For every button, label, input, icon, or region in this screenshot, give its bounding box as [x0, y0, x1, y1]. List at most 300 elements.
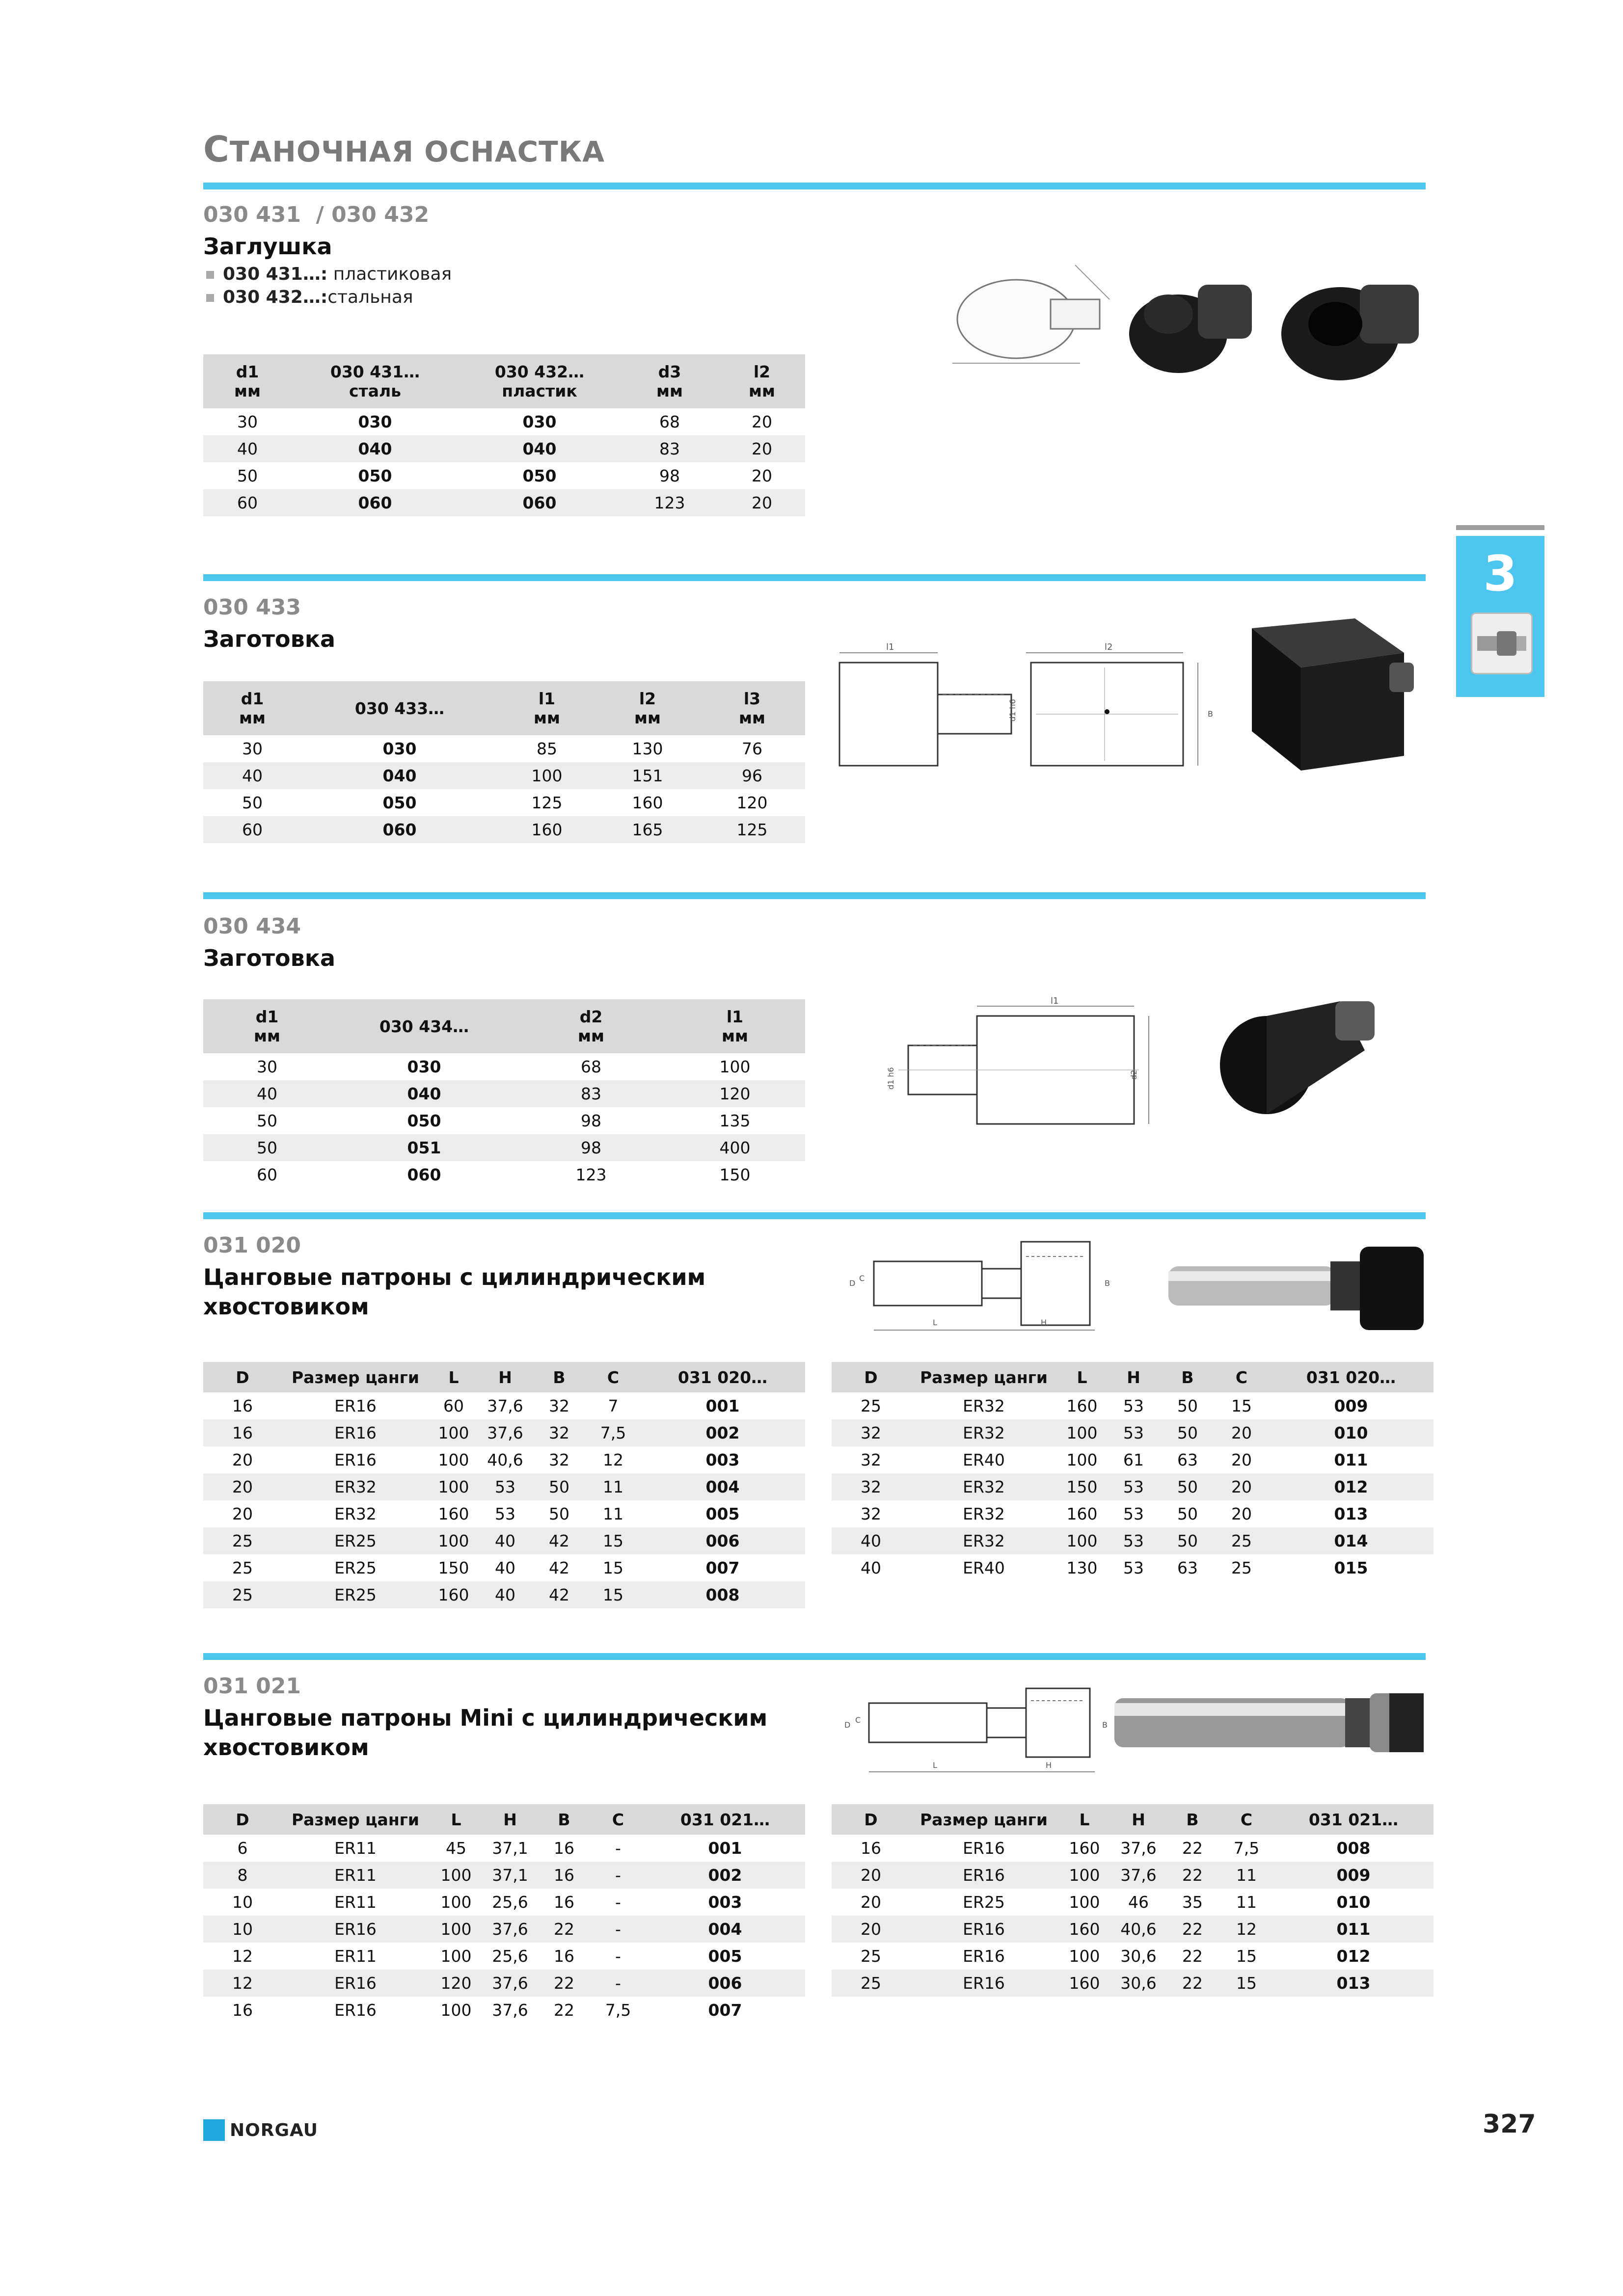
table-cell: 11: [586, 1473, 640, 1500]
end-cap-drawing: [933, 236, 1119, 383]
table-cell: -: [615, 1947, 621, 1966]
table-cell: 60: [443, 1396, 464, 1415]
section-2-table: [203, 681, 805, 843]
end-cap-steel-photo: [1276, 265, 1434, 388]
table-cell: 25: [1215, 1527, 1269, 1554]
dim-b: B: [1208, 709, 1213, 719]
table-cell: 100: [429, 1419, 478, 1446]
table-cell: 37,1: [483, 1862, 537, 1889]
dim-d: D: [849, 1279, 856, 1288]
table-cell: 15: [1231, 1396, 1252, 1415]
table-cell: 20: [1231, 1450, 1252, 1469]
table-cell: 53: [478, 1473, 532, 1500]
table-row: [203, 1419, 805, 1446]
table-cell: 22: [1182, 1839, 1203, 1858]
table-row: [832, 1943, 1434, 1970]
table-cell: 15: [1219, 1970, 1273, 1997]
table-cell: 12: [1219, 1916, 1273, 1943]
table-cell: 42: [532, 1527, 586, 1554]
table-cell: 006: [640, 1527, 805, 1554]
table-cell: 40,6: [1111, 1916, 1165, 1943]
table-cell: 130: [1066, 1558, 1098, 1577]
table-row: [832, 1916, 1434, 1943]
table-cell: ER32: [910, 1527, 1057, 1554]
table-row: [832, 1970, 1434, 1997]
header-d1: d1 мм: [203, 354, 292, 408]
table-row: [832, 1446, 1434, 1473]
section-4-title-line-1: Цанговые патроны с цилиндрическим: [203, 1264, 706, 1290]
table-cell: 15: [586, 1527, 640, 1554]
table-cell: 009: [1273, 1862, 1434, 1889]
table-cell: 50: [1161, 1527, 1215, 1554]
table-row: [203, 1889, 805, 1916]
table-cell: 20: [1215, 1419, 1269, 1446]
table-cell: ER16: [282, 1419, 429, 1446]
table-cell: 10: [203, 1916, 282, 1943]
table-cell: 46: [1128, 1893, 1149, 1912]
dim-l: L: [933, 1761, 937, 1770]
header-l2: l2 мм: [719, 354, 805, 408]
dim-d: D: [844, 1720, 851, 1730]
table-cell: 45: [446, 1839, 466, 1858]
table-cell: 25: [861, 1947, 881, 1966]
table-cell: ER16: [282, 1970, 429, 1997]
table-cell: 32: [549, 1450, 569, 1469]
collet-chuck-icon: [1471, 613, 1533, 674]
table-cell: 160: [1066, 1396, 1098, 1415]
mini-collet-chuck-drawing: [830, 1674, 1134, 1787]
table-row: 40 040 100 151 96: [203, 762, 805, 789]
table-cell: 012: [1269, 1473, 1434, 1500]
table-cell: 011: [1334, 1450, 1368, 1469]
table-cell: 100: [440, 1893, 472, 1912]
dim-b: B: [1105, 1279, 1110, 1288]
table-cell: 100: [429, 1473, 478, 1500]
table-cell: 100: [1057, 1419, 1107, 1446]
table-cell: 10: [232, 1893, 253, 1912]
blank-030434-drawing: [869, 996, 1163, 1134]
table-row: 50 050 98 135: [257, 1111, 751, 1130]
table-cell: 20: [232, 1450, 253, 1469]
table-cell: 25,6: [492, 1893, 528, 1912]
section-5-rule: [203, 1653, 1426, 1660]
table-cell: 015: [1334, 1558, 1368, 1577]
table-cell: 20: [832, 1862, 910, 1889]
dim-c: C: [855, 1715, 861, 1725]
table-cell: 50: [1161, 1419, 1215, 1446]
table-row: [203, 1473, 805, 1500]
collet-chuck-drawing: [830, 1227, 1144, 1345]
section-2-title: Заготовка: [203, 626, 335, 652]
table-cell: ER16: [282, 1916, 429, 1943]
table-cell: 002: [645, 1862, 805, 1889]
table-cell: 160: [1057, 1916, 1111, 1943]
table-cell: 25: [232, 1558, 253, 1577]
table-cell: 22: [537, 1916, 591, 1943]
table-cell: ER32: [910, 1419, 1057, 1446]
table-cell: 16: [232, 1396, 253, 1415]
table-row: [832, 1392, 1434, 1419]
table-cell: 53: [1123, 1558, 1144, 1577]
table-cell: 013: [1273, 1970, 1434, 1997]
table-cell: 010: [1269, 1419, 1434, 1446]
table-cell: ER11: [334, 1893, 377, 1912]
table-cell: 53: [1123, 1504, 1144, 1523]
section-4-table-right: D Размер цанги L H B C 031 020… 25 ER32 160 53 50 15 009 32 ER32 100 53 50 20 010 32 ER40 100 61 63 20 011 32 ER32 150 53 50 20 012 32 ER32 160 53 50 20 013 40 ER32 100 53 50 25 014 40 ER40 130 53 63 25 015: [832, 1362, 1434, 1581]
section-3-code: 030 434: [203, 914, 301, 939]
table-row: [203, 1970, 805, 1997]
blank-030433-photo: [1242, 614, 1419, 780]
table-cell: 6: [237, 1839, 248, 1858]
section-2-code: 030 433: [203, 595, 301, 620]
blank-030434-photo: [1213, 982, 1389, 1119]
header-d1: d1 мм: [203, 999, 331, 1053]
table-cell: 53: [1123, 1396, 1144, 1415]
table-cell: 11: [1219, 1862, 1273, 1889]
table-cell: ER32: [963, 1396, 1005, 1415]
table-cell: 20: [1215, 1473, 1269, 1500]
table-cell: 008: [1336, 1839, 1371, 1858]
table-cell: 40: [478, 1527, 532, 1554]
section-5-title-line-1: Цанговые патроны Mini с цилиндрическим: [203, 1705, 768, 1731]
table-cell: 12: [603, 1450, 623, 1469]
table-cell: ER16: [910, 1862, 1057, 1889]
table-cell: 63: [1177, 1558, 1198, 1577]
table-row: [203, 1392, 805, 1419]
table-cell: 009: [1334, 1396, 1368, 1415]
title-rule: [203, 183, 1426, 189]
table-cell: 150: [1057, 1473, 1107, 1500]
section-3-table: [203, 999, 805, 1188]
dim-l2: l2: [1105, 642, 1113, 652]
header-d2: d2 мм: [517, 999, 665, 1053]
table-cell: 20: [832, 1916, 910, 1943]
table-row: 30 030 030 68 20: [237, 412, 772, 431]
table-cell: 15: [603, 1558, 623, 1577]
dim-h: H: [1046, 1761, 1052, 1770]
section-4-rule: [203, 1212, 1426, 1219]
table-cell: 100: [429, 1527, 478, 1554]
table-cell: 53: [1107, 1419, 1161, 1446]
table-cell: 22: [1182, 1947, 1203, 1966]
table-cell: ER32: [282, 1473, 429, 1500]
table-cell: -: [591, 1970, 645, 1997]
table-cell: 16: [232, 2001, 253, 2020]
table-cell: 12: [203, 1970, 282, 1997]
table-row: [203, 1554, 805, 1581]
table-cell: 005: [705, 1504, 740, 1523]
table-cell: 001: [708, 1839, 742, 1858]
table-cell: 25: [203, 1581, 282, 1608]
table-cell: 53: [1107, 1473, 1161, 1500]
section-2-rule: [203, 574, 1426, 581]
table-row: [832, 1527, 1434, 1554]
table-row: 30 030 85 130 76: [242, 739, 762, 758]
table-cell: 32: [832, 1473, 910, 1500]
header-030433: 030 433…: [301, 681, 498, 735]
blank-030433-drawing: [830, 638, 1222, 775]
header-d1: d1 мм: [203, 681, 301, 735]
table-cell: 004: [645, 1916, 805, 1943]
table-cell: 30,6: [1120, 1947, 1157, 1966]
table-cell: ER40: [963, 1450, 1005, 1469]
table-cell: 37,1: [492, 1839, 528, 1858]
table-cell: 40,6: [487, 1450, 523, 1469]
table-cell: ER16: [910, 1970, 1057, 1997]
table-cell: 100: [440, 1947, 472, 1966]
table-row: [203, 1997, 805, 2024]
dim-h: H: [1041, 1318, 1047, 1327]
table-cell: ER16: [963, 1947, 1005, 1966]
table-cell: ER25: [334, 1558, 377, 1577]
table-cell: 25: [1231, 1558, 1252, 1577]
table-cell: ER40: [963, 1558, 1005, 1577]
header-030432: 030 432… пластик: [459, 354, 621, 408]
table-cell: 15: [1236, 1947, 1257, 1966]
table-cell: 010: [1336, 1893, 1371, 1912]
chapter-tab[interactable]: [1456, 525, 1544, 697]
dim-l1: l1: [886, 642, 894, 652]
table-cell: -: [591, 1862, 645, 1889]
table-cell: 013: [1334, 1504, 1368, 1523]
table-row: [203, 1581, 805, 1608]
table-cell: 25,6: [492, 1947, 528, 1966]
table-cell: 160: [438, 1504, 469, 1523]
table-cell: 014: [1269, 1527, 1434, 1554]
table-row: [832, 1419, 1434, 1446]
table-cell: 005: [708, 1947, 742, 1966]
table-cell: 63: [1177, 1450, 1198, 1469]
table-cell: 22: [554, 2001, 574, 2020]
section-5-table-left: D Размер цанги L H B C 031 021… 6 ER11 45 37,1 16 - 001 8 ER11 100 37,1 16 - 002 10 ER11 100 25,6 16 - 003 10 ER16 100 37,6 22 - 004 12 ER11 100 25,6 16 - 005 12 ER16 120 37,6 22 - 006 16 ER16 100 37,6 22 7,5 007: [203, 1804, 805, 2024]
table-cell: ER32: [334, 1504, 377, 1523]
table-cell: 7: [608, 1396, 619, 1415]
section-4-title-line-2: хвостовиком: [203, 1293, 369, 1320]
dim-c: C: [859, 1274, 865, 1283]
table-row: 50 050 050 98 20: [237, 466, 772, 485]
section-3-title: Заготовка: [203, 945, 335, 971]
table-cell: ER16: [334, 2001, 377, 2020]
dim-l1: l1: [1051, 996, 1059, 1006]
header-l2: l2 мм: [596, 681, 699, 735]
header-l1: l1 мм: [665, 999, 805, 1053]
table-cell: -: [615, 1893, 621, 1912]
table-cell: 100: [1057, 1527, 1107, 1554]
table-cell: 150: [438, 1558, 469, 1577]
table-cell: 50: [1177, 1396, 1198, 1415]
table-row: 60 060 060 123 20: [203, 489, 805, 516]
table-row: 40 040 040 83 20: [203, 435, 805, 462]
table-row: 60 060 160 165 125: [203, 816, 805, 843]
table-row: [203, 1527, 805, 1554]
mini-collet-chuck-photo: [1114, 1683, 1429, 1762]
table-cell: 12: [232, 1947, 253, 1966]
table-row: 50 050 125 160 120: [242, 793, 768, 812]
table-cell: 11: [603, 1504, 623, 1523]
table-cell: 001: [705, 1396, 740, 1415]
table-cell: 8: [203, 1862, 282, 1889]
table-cell: 32: [832, 1419, 910, 1446]
section-4-table-left: D Размер цанги L H B C 031 020… 16 ER16 60 37,6 32 7 001 16 ER16 100 37,6 32 7,5 002 20 ER16 100 40,6 32 12 003 20 ER32 100 53 50 11 004 20 ER32 160 53 50 11 005 25 ER25 100 40 42 15 006 25 ER25 150 40 42 15 007 25 ER25 160 40 42 15 008: [203, 1362, 805, 1608]
table-cell: 32: [861, 1504, 881, 1523]
table-cell: 002: [640, 1419, 805, 1446]
table-cell: 004: [640, 1473, 805, 1500]
chapter-number: 3: [1483, 545, 1517, 602]
table-cell: 20: [203, 1473, 282, 1500]
table-cell: 100: [1069, 1947, 1100, 1966]
table-cell: 100: [429, 1862, 483, 1889]
collet-chuck-photo: [1168, 1237, 1434, 1345]
table-row: 50 051 98 400: [203, 1134, 805, 1161]
header-030434: 030 434…: [331, 999, 517, 1053]
table-row: [203, 1862, 805, 1889]
table-cell: 37,6: [492, 2001, 528, 2020]
table-cell: 160: [1066, 1504, 1098, 1523]
table-cell: 37,6: [1120, 1839, 1157, 1858]
table-cell: ER16: [334, 1450, 377, 1469]
header-l3: l3 мм: [699, 681, 805, 735]
table-cell: 100: [1057, 1862, 1111, 1889]
table-cell: 40: [495, 1558, 515, 1577]
section-5-table-right: D Размер цанги L H B C 031 021… 16 ER16 160 37,6 22 7,5 008 20 ER16 100 37,6 22 11 009 20 ER25 100 46 35 11 010 20 ER16 160 40,6 22 12 011 25 ER16 100 30,6 22 15 012 25 ER16 160 30,6 22 15 013: [832, 1804, 1434, 1997]
section-1-codes: 030 431 / 030 432: [203, 202, 430, 227]
table-cell: ER32: [963, 1504, 1005, 1523]
table-cell: 20: [232, 1504, 253, 1523]
table-row: [203, 1943, 805, 1970]
table-cell: ER16: [910, 1916, 1057, 1943]
table-row: [832, 1889, 1434, 1916]
table-cell: ER11: [334, 1839, 377, 1858]
table-cell: 22: [1165, 1862, 1219, 1889]
table-cell: 25: [861, 1396, 881, 1415]
table-row: 40 040 83 120: [203, 1080, 805, 1107]
table-cell: 25: [203, 1527, 282, 1554]
table-cell: ER11: [282, 1862, 429, 1889]
table-cell: 012: [1336, 1947, 1371, 1966]
table-cell: 37,6: [487, 1396, 523, 1415]
header-030431: 030 431… сталь: [292, 354, 459, 408]
table-row: [832, 1554, 1434, 1581]
table-cell: 40: [832, 1527, 910, 1554]
header-l1: l1 мм: [498, 681, 596, 735]
table-cell: 008: [640, 1581, 805, 1608]
table-row: [832, 1473, 1434, 1500]
table-cell: 32: [549, 1396, 569, 1415]
table-row: [832, 1500, 1434, 1527]
header-d3: d3 мм: [621, 354, 719, 408]
table-cell: 37,6: [483, 1916, 537, 1943]
table-cell: ER25: [282, 1527, 429, 1554]
table-cell: 37,6: [483, 1970, 537, 1997]
section-3-rule: [203, 892, 1426, 899]
table-row: [203, 1835, 805, 1862]
table-cell: 003: [708, 1893, 742, 1912]
table-cell: 61: [1123, 1450, 1144, 1469]
section-1-bullet-2: 030 432…:стальная: [206, 287, 413, 307]
table-cell: 22: [1165, 1970, 1219, 1997]
table-cell: 16: [554, 1947, 574, 1966]
table-cell: 16: [537, 1862, 591, 1889]
table-cell: ER11: [334, 1947, 377, 1966]
table-cell: 50: [1177, 1504, 1198, 1523]
section-4-code: 031 020: [203, 1233, 301, 1258]
section-1-table: [203, 354, 805, 516]
dim-l: L: [933, 1318, 937, 1327]
table-cell: ER25: [282, 1581, 429, 1608]
table-cell: 003: [705, 1450, 740, 1469]
table-cell: 37,6: [1111, 1862, 1165, 1889]
table-cell: 35: [1182, 1893, 1203, 1912]
table-cell: 50: [532, 1473, 586, 1500]
table-cell: 20: [861, 1893, 881, 1912]
table-cell: 32: [861, 1450, 881, 1469]
table-row: [832, 1862, 1434, 1889]
dim-d1: d1 h6: [1008, 699, 1017, 721]
table-cell: 011: [1273, 1916, 1434, 1943]
table-cell: 7,5: [1233, 1839, 1260, 1858]
table-cell: 50: [1161, 1473, 1215, 1500]
table-row: [203, 1916, 805, 1943]
table-cell: -: [591, 1916, 645, 1943]
brand-square-icon: [203, 2119, 225, 2141]
dim-d1: d1 h6: [886, 1067, 895, 1090]
table-cell: 16: [554, 1893, 574, 1912]
table-cell: 160: [429, 1581, 478, 1608]
table-cell: 16: [554, 1839, 574, 1858]
table-cell: ER25: [963, 1893, 1005, 1912]
table-row: 60 060 123 150: [257, 1165, 751, 1184]
table-row: 30 030 68 100: [257, 1057, 751, 1076]
table-row: [203, 1446, 805, 1473]
table-cell: 15: [586, 1581, 640, 1608]
end-cap-plastic-photo: [1124, 265, 1271, 378]
table-cell: ER32: [910, 1473, 1057, 1500]
dim-b: B: [1102, 1720, 1108, 1730]
dim-d2: d2: [1129, 1069, 1138, 1080]
table-cell: 50: [549, 1504, 569, 1523]
table-cell: 37,6: [478, 1419, 532, 1446]
table-cell: 160: [1069, 1839, 1100, 1858]
table-cell: 22: [537, 1970, 591, 1997]
table-row: [832, 1835, 1434, 1862]
section-1-bullet-1: 030 431…: пластиковая: [206, 264, 452, 284]
table-cell: 16: [861, 1839, 881, 1858]
table-row: [203, 1500, 805, 1527]
table-cell: 30,6: [1111, 1970, 1165, 1997]
table-cell: 007: [708, 2001, 742, 2020]
table-cell: 100: [429, 1916, 483, 1943]
table-cell: 42: [532, 1581, 586, 1608]
table-cell: 40: [478, 1581, 532, 1608]
table-cell: 16: [203, 1419, 282, 1446]
brand-logo[interactable]: NORGAU: [203, 2119, 318, 2141]
table-cell: 100: [438, 1450, 469, 1469]
table-cell: 32: [532, 1419, 586, 1446]
table-cell: ER16: [963, 1839, 1005, 1858]
section-1-title: Заглушка: [203, 233, 332, 260]
table-cell: 25: [832, 1970, 910, 1997]
table-cell: 20: [1231, 1504, 1252, 1523]
table-cell: 160: [1057, 1970, 1111, 1997]
table-cell: 100: [1069, 1893, 1100, 1912]
table-cell: ER16: [334, 1396, 377, 1415]
table-cell: 40: [861, 1558, 881, 1577]
table-cell: 42: [549, 1558, 569, 1577]
table-cell: 006: [645, 1970, 805, 1997]
section-5-code: 031 021: [203, 1674, 301, 1699]
table-cell: 100: [440, 2001, 472, 2020]
section-5-title-line-2: хвостовиком: [203, 1734, 369, 1761]
